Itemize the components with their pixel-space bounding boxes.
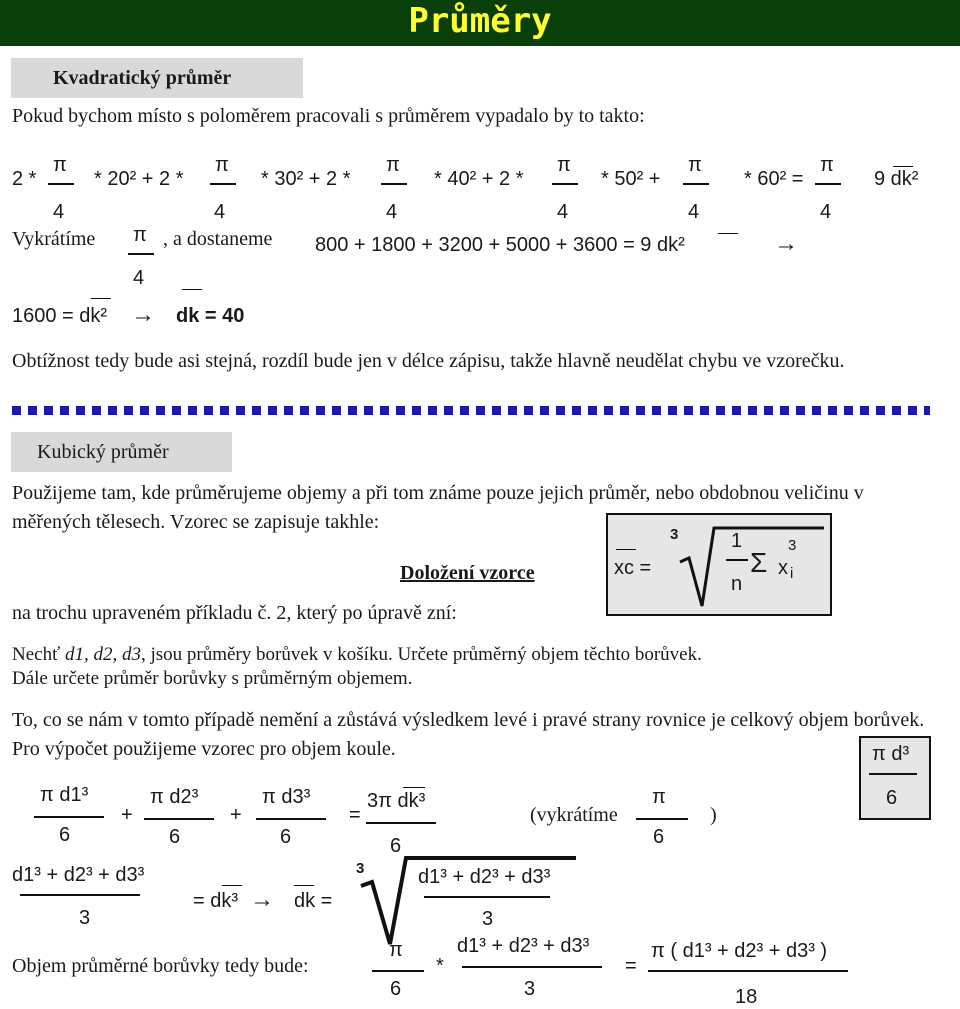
avg-bar (462, 966, 602, 968)
vyk2-six: 6 (653, 826, 665, 848)
eq1-term3: * 30² + 2 * (261, 168, 351, 190)
eq1-four-5: 4 (688, 201, 700, 223)
quadratic-note: Obtížnost tedy bude asi stejná, rozdíl bude jen v délce zápisu, takže hlavně neudělat chybu ve vzorečku. (12, 350, 845, 372)
eq2-dk-bar (718, 233, 738, 234)
vol-rhs-bar (366, 822, 436, 824)
root2-bar (424, 896, 550, 898)
root2-den: 3 (482, 908, 494, 930)
avg-den: 3 (524, 978, 536, 1000)
arrow-icon: → (774, 230, 798, 257)
task-line-1 (12, 644, 702, 666)
a-dostaneme-label: , a dostaneme (163, 228, 273, 250)
cubic-intro: Použijeme tam, kde průměrujeme objemy a při tom známe pouze jejich průměr, nebo obdobnou veličinu v měřených tělesech. Vzorec se zapisuje takhle: (12, 482, 864, 533)
vol-rhs-den: 6 (390, 835, 402, 857)
formula-xi: x (778, 557, 788, 579)
vol-den-2: 6 (169, 826, 181, 848)
eq1-frac-bar-5 (683, 183, 709, 185)
arrow-icon: → (250, 886, 274, 913)
vol-den-1: 6 (59, 824, 71, 846)
vyk-frac-bar (128, 253, 154, 255)
task-vars: d1, d2, d3, (64, 644, 146, 665)
formula-frac-bar (726, 559, 748, 561)
eq1-frac-bar-6 (815, 183, 841, 185)
avg-pi: π (389, 939, 403, 961)
task-line-1-a: Nechť (12, 644, 65, 665)
vyk-open: (vykrátíme (530, 804, 618, 826)
eq1-pi-5: π (688, 154, 702, 176)
avg-six: 6 (390, 978, 402, 1000)
eq1-four-1: 4 (53, 201, 65, 223)
sum-num: d1³ + d2³ + d3³ (12, 864, 145, 886)
vol-bar-1 (34, 816, 104, 818)
eq1-term5: * 50² + (601, 168, 661, 190)
sphere-num: π d³ (872, 743, 910, 765)
arrow-icon: → (131, 301, 155, 328)
sphere-frac-bar (869, 773, 917, 775)
eq1-frac-bar-2 (210, 183, 236, 185)
formula-exp: 3 (788, 537, 797, 554)
avg-star: * (436, 955, 444, 977)
eq1-four-3: 4 (386, 201, 398, 223)
task-line-1-b: jsou průměry borůvek v košíku. Určete průměrný objem těchto borůvek. (145, 644, 702, 665)
xc-bar (616, 549, 636, 550)
eq1-four-2: 4 (214, 201, 226, 223)
eq1-pi-6: π (820, 154, 834, 176)
task-line-2: Dále určete průměr borůvky s průměrným objemem. (12, 668, 413, 689)
avg-label: Objem průměrné borůvky tedy bude: (12, 955, 309, 977)
page-title: Průměry (408, 1, 552, 41)
vykratime-label: Vykrátíme (12, 228, 96, 250)
vol-eq: = (349, 804, 361, 826)
sum-dk-eq: dk = (294, 890, 333, 912)
section-heading-quadratic: Kvadratický průměr (11, 58, 303, 98)
result-text: To, co se nám v tomto případě nemění a zůstává výsledkem levé i pravé strany rovnice je celkový objem borůvek. Pro výpočet použijeme vzorec pro objem koule. (12, 709, 925, 760)
root2-index: 3 (356, 860, 365, 877)
vol-n1: π d1³ (40, 784, 89, 806)
eq3-result-bar (182, 289, 202, 290)
vyk-pi: π (133, 224, 147, 246)
vol-den-3: 6 (280, 826, 292, 848)
eq1-frac-bar-3 (381, 183, 407, 185)
eq1-frac-bar-1 (48, 183, 74, 185)
eq1-term1: 2 * (12, 168, 37, 190)
formula-i: i (790, 565, 794, 582)
quadratic-intro: Pokud bychom místo s poloměrem pracovali s průměrem vypadalo by to takto: (12, 105, 645, 127)
sigma-icon: Σ (750, 547, 768, 578)
vol-bar-3 (256, 818, 326, 820)
eq3-result: dk = 40 (176, 305, 245, 327)
vyk-four: 4 (133, 267, 145, 289)
eq1-pi-3: π (386, 154, 400, 176)
sum-dk-bar (222, 885, 242, 886)
eq1-four-4: 4 (557, 201, 569, 223)
sphere-den: 6 (886, 787, 898, 809)
vyk2-bar (636, 818, 688, 820)
avg-num: d1³ + d2³ + d3³ (457, 935, 590, 957)
formula-lhs: xc = (614, 557, 652, 579)
avg-rhs-den: 18 (735, 986, 758, 1008)
eq1-pi-1: π (53, 154, 67, 176)
vyk-close: ) (710, 804, 717, 826)
vyk2-pi: π (652, 786, 666, 808)
vol-n2: π d2³ (150, 786, 199, 808)
section-divider (12, 406, 930, 415)
avg-eq: = (625, 955, 637, 977)
avg-rhs: π ( d1³ + d2³ + d3³ ) (651, 940, 828, 962)
sum-bar (20, 894, 140, 896)
root2-num: d1³ + d2³ + d3³ (418, 866, 551, 888)
sum-eq-dk3: = dk³ (193, 890, 239, 912)
example-ref: na trochu upraveném příkladu č. 2, který po úpravě zní: (12, 602, 457, 624)
vol-rhs-num: 3π dk³ (367, 790, 426, 812)
eq1-pi-2: π (215, 154, 229, 176)
proof-link[interactable]: Doložení vzorce (400, 562, 535, 584)
eq1-term4: * 40² + 2 * (434, 168, 524, 190)
formula-n: n (731, 573, 743, 595)
vol-plus-2: + (230, 804, 242, 826)
eq1-pi-4: π (557, 154, 571, 176)
formula-one: 1 (731, 530, 743, 552)
section-heading-cubic: Kubický průměr (11, 432, 232, 472)
eq1-rhs-bar (893, 166, 913, 167)
eq3-dk-bar (91, 298, 111, 299)
eq1-frac-bar-4 (552, 183, 578, 185)
vol-bar-2 (144, 818, 214, 820)
eq2: 800 + 1800 + 3200 + 5000 + 3600 = 9 dk² (315, 234, 685, 256)
eq3-left: 1600 = dk² (12, 305, 108, 327)
vol-plus-1: + (121, 804, 133, 826)
eq1-four-6: 4 (820, 201, 832, 223)
eq1-term2: * 20² + 2 * (94, 168, 184, 190)
sum-den: 3 (79, 907, 91, 929)
avg-rhs-bar (648, 970, 848, 972)
sum-dk2-bar (294, 885, 314, 886)
vol-rhs-dk-bar (403, 787, 425, 788)
root-index: 3 (670, 526, 679, 543)
eq1-rhs: 9 dk² (874, 168, 919, 190)
vol-n3: π d3³ (262, 786, 311, 808)
eq1-term6: * 60² = (744, 168, 804, 190)
avg-pi-bar (372, 970, 424, 972)
